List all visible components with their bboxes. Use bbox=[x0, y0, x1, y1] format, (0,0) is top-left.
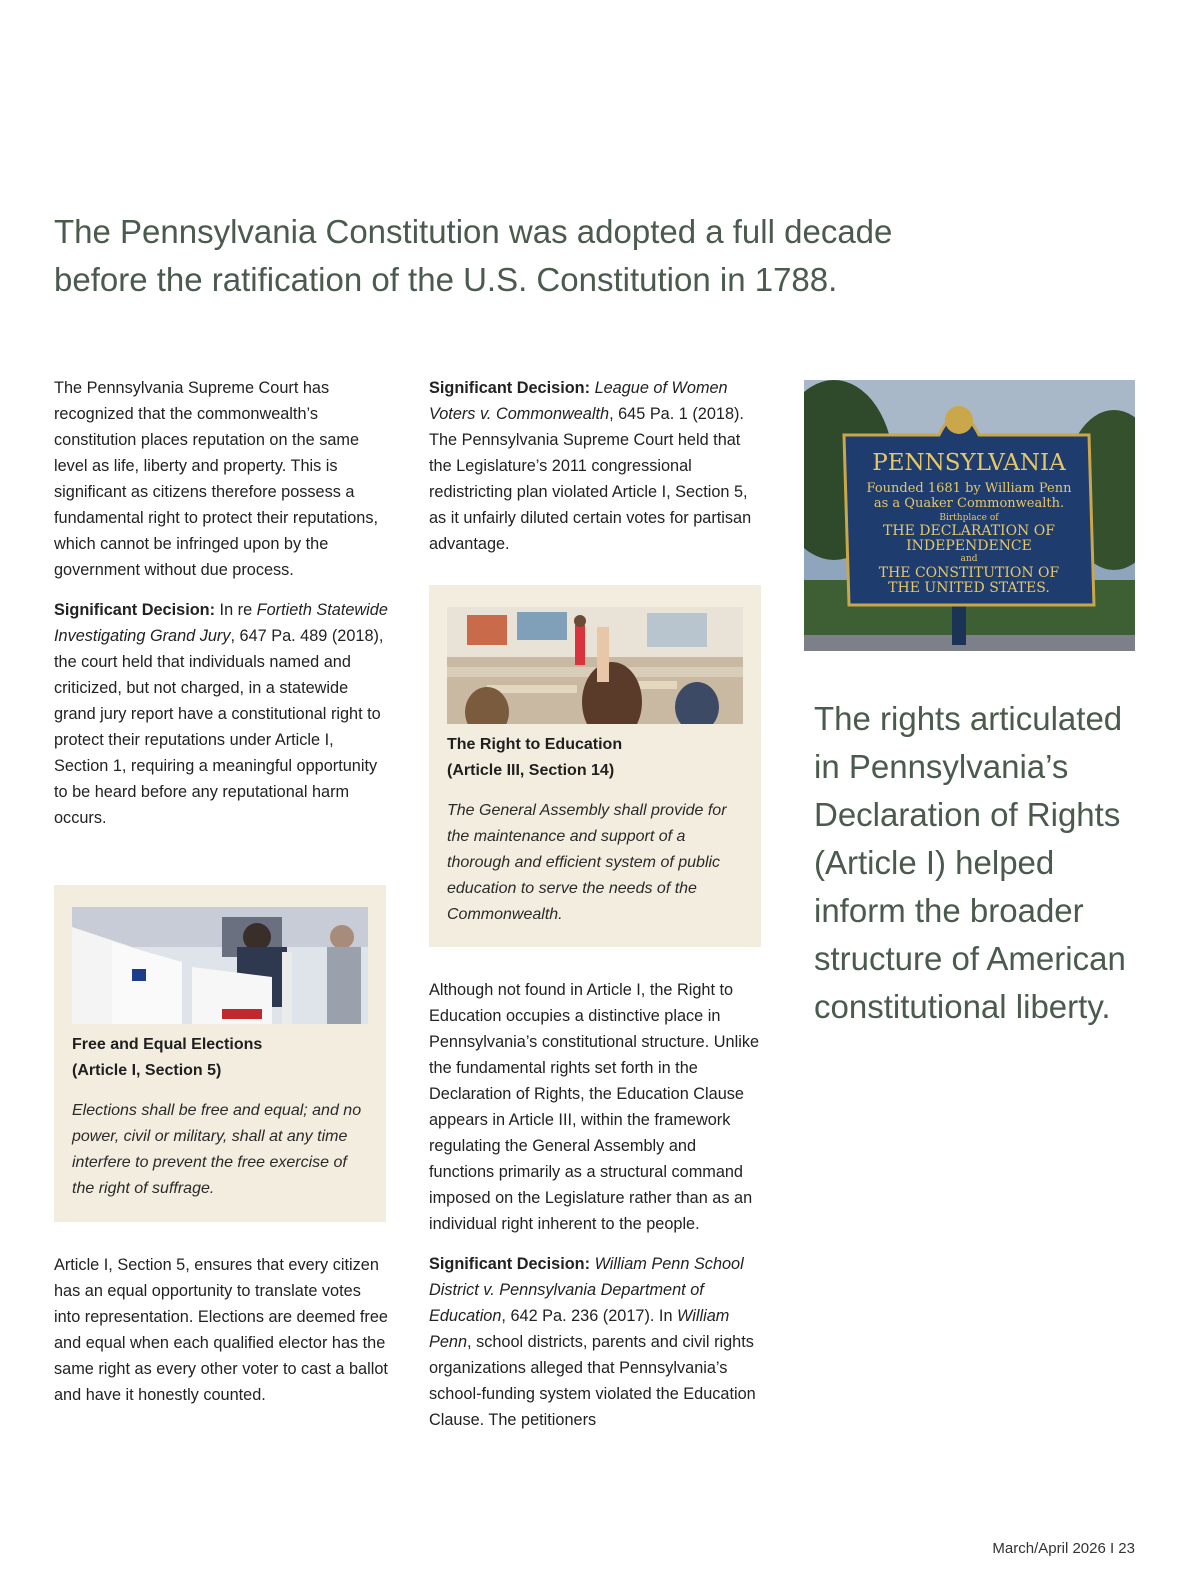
william-penn-decision bbox=[429, 1251, 763, 1433]
reputation-paragraph: The Pennsylvania Supreme Court has recognized that the commonwealth’s constitution places reputation on the same level as life, liberty and property. This is significant as citizens therefore possess a fundamental right to protect their reputations, which cannot be infringed upon by the government without due process. bbox=[54, 379, 379, 579]
sign-line-5: INDEPENDENCE bbox=[906, 538, 1032, 554]
case-name: Fortieth Statewide Investigating Grand Jury bbox=[54, 601, 388, 645]
sign-line-7: THE CONSTITUTION OF bbox=[878, 565, 1060, 581]
sign-line-1: Founded 1681 by William Penn bbox=[866, 481, 1072, 496]
decision-text: , 647 Pa. 489 (2018), the court held that individuals named and criticized, but not charged, in a statewide grand jury report have a constitutional right to protect their reputations under Article I, Section 1, requiring a meaningful opportunity to be heard before any reputational harm occurs. bbox=[54, 627, 384, 827]
case-name: William Penn School District v. Pennsylvania Department of Education bbox=[429, 1255, 744, 1325]
column-2 bbox=[429, 375, 763, 571]
box-title-line-2: (Article I, Section 5) bbox=[72, 1062, 222, 1079]
sign-line-4: THE DECLARATION OF bbox=[883, 523, 1055, 539]
sign-line-8: THE UNITED STATES. bbox=[888, 580, 1050, 596]
box-quote: Elections shall be free and equal; and no power, civil or military, shall at any time interfere to prevent the free exercise of the right of suffrage. bbox=[72, 1102, 362, 1197]
page-folio: March/April 2026 I 23 bbox=[992, 1540, 1135, 1557]
box-title-line-2: (Article III, Section 14) bbox=[447, 762, 615, 779]
decision-text: , 645 Pa. 1 (2018). The Pennsylvania Supreme Court held that the Legislature’s 2011 congressional redistricting plan violated Article I, Section 5, as it unfairly diluted certain votes for partisan advantage. bbox=[429, 405, 752, 553]
headline-line-2: before the ratification of the U.S. Constitution in 1788. bbox=[54, 261, 838, 298]
sign-line-2: as a Quaker Commonwealth. bbox=[873, 496, 1065, 511]
elections-paragraph: Article I, Section 5, ensures that every citizen has an equal opportunity to translate votes into representation. Elections are deemed free and equal when each qualified elector has the same right as every other voter to cast a ballot and have it honestly counted. bbox=[54, 1256, 388, 1404]
sign-title: PENNSYLVANIA bbox=[872, 450, 1066, 476]
grand-jury-decision bbox=[54, 597, 388, 831]
decision-label: Significant Decision: bbox=[54, 601, 216, 619]
education-paragraph: Although not found in Article I, the Right to Education occupies a distinctive place in Pennsylvania’s constitutional structure. Unlike the fundamental rights set forth in the Declaration of Rights, the Education Clause appears in Article III, within the framework regulating the General Assembly and functions primarily as a structural command imposed on the Legislature rather than as an individual right inherent to the people. bbox=[429, 981, 760, 1233]
sign-line-3: Birthplace of bbox=[939, 513, 999, 523]
column-1 bbox=[54, 375, 388, 845]
decision-text-continued: , school districts, parents and civil rights organizations alleged that Pennsylvania’s school-funding system violated the Education Clause. The petitioners bbox=[429, 1333, 756, 1429]
box-title-line-1: Free and Equal Elections bbox=[72, 1036, 263, 1053]
box-title-line-1: The Right to Education bbox=[447, 736, 623, 753]
classroom-photo bbox=[447, 607, 743, 724]
decision-label: Significant Decision: bbox=[429, 1255, 591, 1273]
sign-line-6: and bbox=[960, 554, 978, 564]
pull-quote: The rights articulated in Pennsylvania’s Declaration of Rights (Article I) helped inform the broader structure of American constitutional liberty. bbox=[814, 700, 1126, 1025]
case-short-name: William Penn bbox=[429, 1307, 730, 1351]
column-1-bottom bbox=[54, 1252, 388, 1422]
elections-callout bbox=[54, 885, 386, 1222]
case-name: League of Women Voters v. Commonwealth bbox=[429, 379, 728, 423]
league-decision bbox=[429, 375, 763, 557]
voting-booths-photo bbox=[72, 907, 368, 1024]
pennsylvania-historical-marker-photo bbox=[804, 380, 1135, 651]
decision-label: Significant Decision: bbox=[429, 379, 591, 397]
headline bbox=[54, 208, 954, 304]
headline-line-1: The Pennsylvania Constitution was adopted a full decade bbox=[54, 213, 893, 250]
box-quote: The General Assembly shall provide for the maintenance and support of a thorough and efficient system of public education to serve the needs of the Commonwealth. bbox=[447, 802, 727, 923]
decision-pre: In re bbox=[215, 601, 257, 619]
column-2-bottom bbox=[429, 977, 763, 1447]
decision-text: , 642 Pa. 236 (2017). In bbox=[501, 1307, 678, 1325]
education-callout bbox=[429, 585, 761, 947]
